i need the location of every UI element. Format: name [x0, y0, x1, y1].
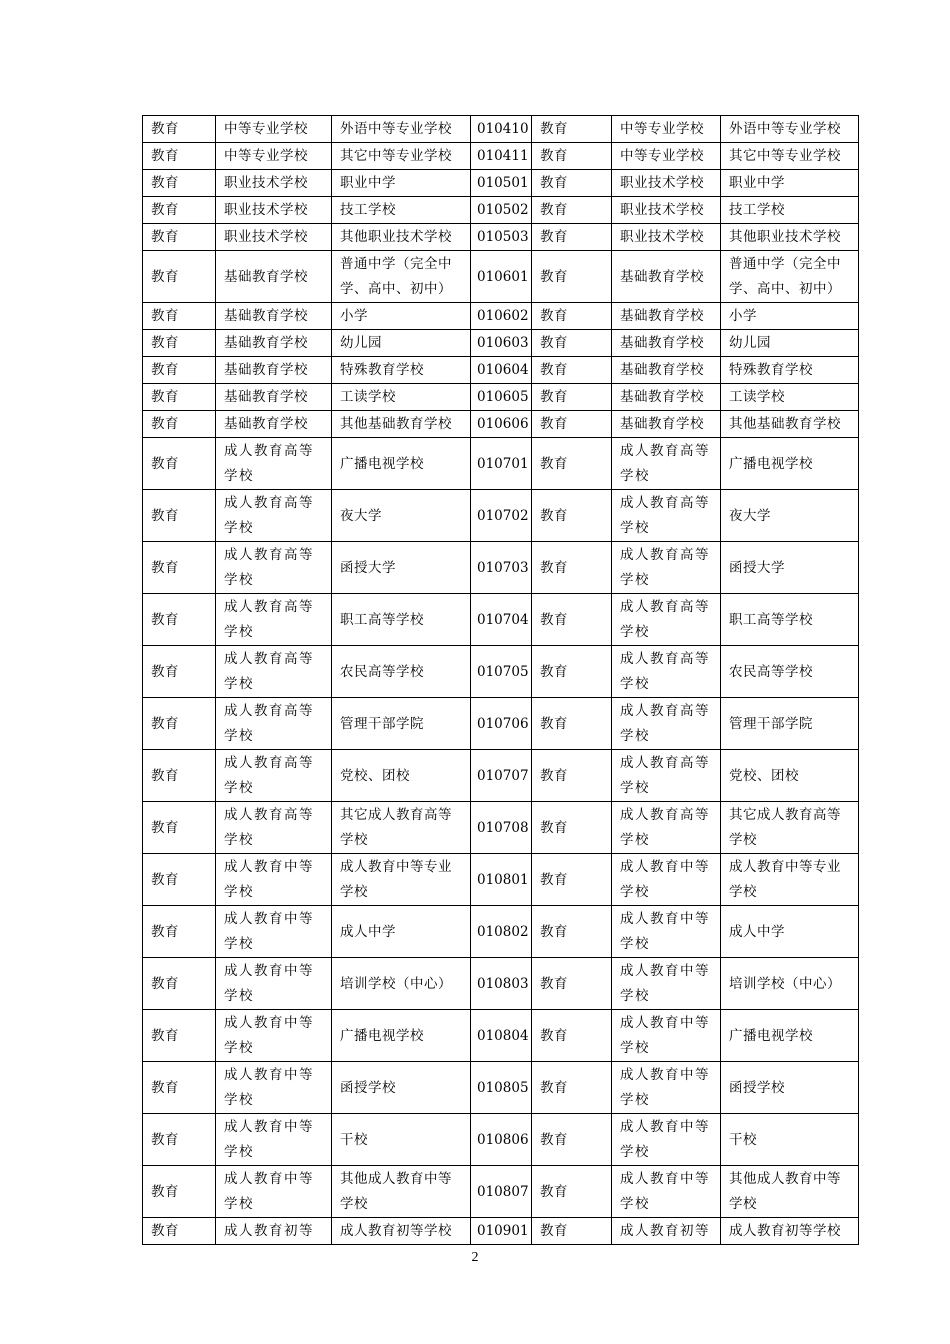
table-row	[143, 854, 859, 906]
table-cell: 夜大学	[721, 490, 859, 542]
table-row	[143, 698, 859, 750]
table-row	[143, 1218, 859, 1245]
table-cell: 成人教育中等专业学校	[332, 854, 471, 906]
table-cell: 教育	[532, 251, 612, 303]
table-cell: 教育	[143, 143, 216, 170]
table-cell: 010803	[471, 958, 532, 1010]
table-cell: 010706	[471, 698, 532, 750]
table-cell: 广播电视学校	[332, 1010, 471, 1062]
table-cell: 010806	[471, 1114, 532, 1166]
table-cell: 教育	[143, 802, 216, 854]
table-cell: 010707	[471, 750, 532, 802]
table-cell: 成人教育中等学校	[612, 1010, 721, 1062]
table-cell: 教育	[143, 854, 216, 906]
table-cell: 010704	[471, 594, 532, 646]
table-cell: 成人教育高等学校	[612, 438, 721, 490]
table-cell: 教育	[143, 224, 216, 251]
table-cell: 教育	[143, 303, 216, 330]
table-cell: 教育	[143, 542, 216, 594]
table-cell: 基础教育学校	[612, 384, 721, 411]
table-cell: 基础教育学校	[216, 303, 332, 330]
table-cell: 教育	[532, 143, 612, 170]
table-cell: 010606	[471, 411, 532, 438]
table-cell: 教育	[532, 542, 612, 594]
table-cell: 成人教育中等学校	[216, 958, 332, 1010]
table-cell: 成人教育高等学校	[612, 490, 721, 542]
table-cell: 职业中学	[721, 170, 859, 197]
table-cell: 基础教育学校	[216, 411, 332, 438]
table-row	[143, 438, 859, 490]
table-cell: 基础教育学校	[216, 330, 332, 357]
table-cell: 010501	[471, 170, 532, 197]
table-cell: 教育	[143, 958, 216, 1010]
table-cell: 其他成人教育中等学校	[332, 1166, 471, 1218]
table-cell: 教育	[532, 1166, 612, 1218]
table-cell: 成人教育高等学校	[216, 542, 332, 594]
table-cell: 幼儿园	[721, 330, 859, 357]
table-cell: 010901	[471, 1218, 532, 1245]
table-cell: 成人中学	[332, 906, 471, 958]
table-cell: 成人教育中等学校	[216, 1166, 332, 1218]
table-cell: 教育	[143, 384, 216, 411]
table-cell: 成人教育高等学校	[216, 698, 332, 750]
table-cell: 成人教育中等学校	[216, 1062, 332, 1114]
table-cell: 职业技术学校	[612, 224, 721, 251]
table-cell: 职业技术学校	[216, 170, 332, 197]
table-cell: 管理干部学院	[332, 698, 471, 750]
table-cell: 成人教育中等学校	[216, 1114, 332, 1166]
table-row	[143, 384, 859, 411]
table-cell: 职业技术学校	[216, 197, 332, 224]
table-cell: 基础教育学校	[216, 357, 332, 384]
table-cell: 010805	[471, 1062, 532, 1114]
table-cell: 普通中学（完全中学、高中、初中）	[332, 251, 471, 303]
table-cell: 教育	[532, 646, 612, 698]
table-row	[143, 1114, 859, 1166]
classification-table	[142, 115, 859, 1245]
table-cell: 教育	[532, 854, 612, 906]
table-row	[143, 542, 859, 594]
table-cell: 成人教育中等专业学校	[721, 854, 859, 906]
table-cell: 成人教育初等	[216, 1218, 332, 1245]
table-cell: 成人教育高等学校	[612, 542, 721, 594]
table-cell: 教育	[143, 330, 216, 357]
table-cell: 工读学校	[721, 384, 859, 411]
table-cell: 教育	[143, 170, 216, 197]
table-row	[143, 116, 859, 143]
table-cell: 010502	[471, 197, 532, 224]
table-cell: 教育	[143, 251, 216, 303]
table-cell: 外语中等专业学校	[332, 116, 471, 143]
table-cell: 教育	[143, 438, 216, 490]
table-cell: 教育	[532, 958, 612, 1010]
table-cell: 特殊教育学校	[332, 357, 471, 384]
table-cell: 教育	[532, 1218, 612, 1245]
table-row	[143, 411, 859, 438]
table-cell: 教育	[532, 1010, 612, 1062]
table-cell: 广播电视学校	[332, 438, 471, 490]
table-cell: 农民高等学校	[332, 646, 471, 698]
table-cell: 成人教育中等学校	[216, 854, 332, 906]
table-cell: 其他职业技术学校	[332, 224, 471, 251]
table-cell: 中等专业学校	[216, 116, 332, 143]
table-cell: 教育	[143, 490, 216, 542]
table-cell: 教育	[532, 224, 612, 251]
table-cell: 教育	[532, 698, 612, 750]
table-cell: 成人教育高等学校	[612, 594, 721, 646]
table-cell: 技工学校	[332, 197, 471, 224]
table-row	[143, 802, 859, 854]
table-cell: 成人教育初等	[612, 1218, 721, 1245]
table-cell: 010804	[471, 1010, 532, 1062]
table-cell: 成人教育高等学校	[216, 438, 332, 490]
table-cell: 010503	[471, 224, 532, 251]
table-cell: 成人教育中等学校	[612, 1166, 721, 1218]
table-cell: 教育	[532, 170, 612, 197]
table-cell: 010702	[471, 490, 532, 542]
table-cell: 函授大学	[332, 542, 471, 594]
table-cell: 010705	[471, 646, 532, 698]
table-cell: 其他基础教育学校	[721, 411, 859, 438]
table-cell: 外语中等专业学校	[721, 116, 859, 143]
table-body	[143, 116, 859, 1245]
table-cell: 教育	[143, 411, 216, 438]
table-cell: 教育	[532, 330, 612, 357]
table-cell: 特殊教育学校	[721, 357, 859, 384]
table-cell: 其他职业技术学校	[721, 224, 859, 251]
table-cell: 中等专业学校	[216, 143, 332, 170]
table-cell: 成人教育初等学校	[721, 1218, 859, 1245]
table-cell: 010602	[471, 303, 532, 330]
table-cell: 函授大学	[721, 542, 859, 594]
table-cell: 技工学校	[721, 197, 859, 224]
table-row	[143, 224, 859, 251]
table-cell: 幼儿园	[332, 330, 471, 357]
table-cell: 成人教育中等学校	[612, 958, 721, 1010]
table-cell: 函授学校	[332, 1062, 471, 1114]
table-cell: 广播电视学校	[721, 438, 859, 490]
table-row	[143, 357, 859, 384]
table-cell: 成人教育中等学校	[612, 1114, 721, 1166]
table-cell: 党校、团校	[721, 750, 859, 802]
table-row	[143, 197, 859, 224]
table-cell: 广播电视学校	[721, 1010, 859, 1062]
table-cell: 成人教育高等学校	[216, 750, 332, 802]
table-cell: 教育	[532, 1114, 612, 1166]
table-row	[143, 170, 859, 197]
table-cell: 成人教育中等学校	[216, 1010, 332, 1062]
table-cell: 教育	[143, 698, 216, 750]
table-row	[143, 251, 859, 303]
table-cell: 教育	[143, 594, 216, 646]
table-cell: 农民高等学校	[721, 646, 859, 698]
table-cell: 成人教育中等学校	[612, 854, 721, 906]
table-cell: 基础教育学校	[612, 330, 721, 357]
table-cell: 成人中学	[721, 906, 859, 958]
table-cell: 教育	[143, 1218, 216, 1245]
table-cell: 干校	[721, 1114, 859, 1166]
table-cell: 010605	[471, 384, 532, 411]
table-cell: 夜大学	[332, 490, 471, 542]
table-cell: 010411	[471, 143, 532, 170]
table-cell: 教育	[532, 750, 612, 802]
table-cell: 基础教育学校	[216, 251, 332, 303]
table-row	[143, 143, 859, 170]
table-cell: 基础教育学校	[612, 251, 721, 303]
table-cell: 其它成人教育高等学校	[332, 802, 471, 854]
table-cell: 教育	[143, 1114, 216, 1166]
table-cell: 010802	[471, 906, 532, 958]
table-row	[143, 1062, 859, 1114]
table-cell: 小学	[332, 303, 471, 330]
table-cell: 010410	[471, 116, 532, 143]
table-cell: 教育	[143, 197, 216, 224]
table-row	[143, 1166, 859, 1218]
table-cell: 成人教育高等学校	[612, 698, 721, 750]
table-cell: 成人教育高等学校	[612, 750, 721, 802]
table-row	[143, 906, 859, 958]
table-cell: 教育	[143, 1062, 216, 1114]
table-cell: 教育	[532, 490, 612, 542]
page-number: 2	[471, 1250, 479, 1265]
table-cell: 010603	[471, 330, 532, 357]
table-cell: 教育	[532, 303, 612, 330]
table-cell: 小学	[721, 303, 859, 330]
table-row	[143, 330, 859, 357]
table-row	[143, 1010, 859, 1062]
table-cell: 函授学校	[721, 1062, 859, 1114]
table-cell: 干校	[332, 1114, 471, 1166]
table-row	[143, 490, 859, 542]
table-cell: 职业技术学校	[612, 197, 721, 224]
table-cell: 职工高等学校	[332, 594, 471, 646]
table-cell: 普通中学（完全中学、高中、初中）	[721, 251, 859, 303]
table-cell: 培训学校（中心）	[721, 958, 859, 1010]
table-cell: 教育	[532, 802, 612, 854]
table-cell: 教育	[143, 357, 216, 384]
table-cell: 教育	[532, 594, 612, 646]
table-cell: 其它成人教育高等学校	[721, 802, 859, 854]
table-cell: 教育	[532, 384, 612, 411]
table-cell: 中等专业学校	[612, 116, 721, 143]
table-cell: 基础教育学校	[216, 384, 332, 411]
table-cell: 010807	[471, 1166, 532, 1218]
table-row	[143, 646, 859, 698]
table-row	[143, 958, 859, 1010]
table-cell: 成人教育高等学校	[612, 802, 721, 854]
table-cell: 成人教育中等学校	[612, 1062, 721, 1114]
table-cell: 010701	[471, 438, 532, 490]
table-cell: 成人教育初等学校	[332, 1218, 471, 1245]
table-cell: 教育	[143, 906, 216, 958]
table-cell: 管理干部学院	[721, 698, 859, 750]
table-cell: 成人教育高等学校	[216, 594, 332, 646]
table-cell: 成人教育中等学校	[612, 906, 721, 958]
table-cell: 其他基础教育学校	[332, 411, 471, 438]
table-cell: 职业技术学校	[612, 170, 721, 197]
table-cell: 教育	[143, 750, 216, 802]
table-cell: 成人教育高等学校	[216, 646, 332, 698]
table-row	[143, 303, 859, 330]
table-cell: 工读学校	[332, 384, 471, 411]
table-cell: 职业中学	[332, 170, 471, 197]
table-cell: 其它中等专业学校	[332, 143, 471, 170]
table-cell: 教育	[143, 646, 216, 698]
table-cell: 教育	[532, 1062, 612, 1114]
table-cell: 教育	[143, 116, 216, 143]
table-cell: 教育	[532, 357, 612, 384]
table-cell: 基础教育学校	[612, 357, 721, 384]
table-cell: 基础教育学校	[612, 303, 721, 330]
table-cell: 成人教育中等学校	[216, 906, 332, 958]
table-cell: 其它中等专业学校	[721, 143, 859, 170]
table-cell: 教育	[532, 906, 612, 958]
table-row	[143, 594, 859, 646]
table-cell: 成人教育高等学校	[612, 646, 721, 698]
table-cell: 教育	[143, 1166, 216, 1218]
table-cell: 职业技术学校	[216, 224, 332, 251]
table-cell: 教育	[143, 1010, 216, 1062]
table-row	[143, 750, 859, 802]
table-cell: 培训学校（中心）	[332, 958, 471, 1010]
table-cell: 教育	[532, 438, 612, 490]
table-cell: 010801	[471, 854, 532, 906]
table-cell: 010601	[471, 251, 532, 303]
table-cell: 010708	[471, 802, 532, 854]
table-cell: 教育	[532, 411, 612, 438]
table-cell: 010604	[471, 357, 532, 384]
table-cell: 成人教育高等学校	[216, 802, 332, 854]
table-cell: 党校、团校	[332, 750, 471, 802]
table-cell: 中等专业学校	[612, 143, 721, 170]
table-cell: 教育	[532, 116, 612, 143]
table-cell: 其他成人教育中等学校	[721, 1166, 859, 1218]
table-cell: 教育	[532, 197, 612, 224]
table-cell: 010703	[471, 542, 532, 594]
table-cell: 职工高等学校	[721, 594, 859, 646]
table-cell: 基础教育学校	[612, 411, 721, 438]
table-cell: 成人教育高等学校	[216, 490, 332, 542]
